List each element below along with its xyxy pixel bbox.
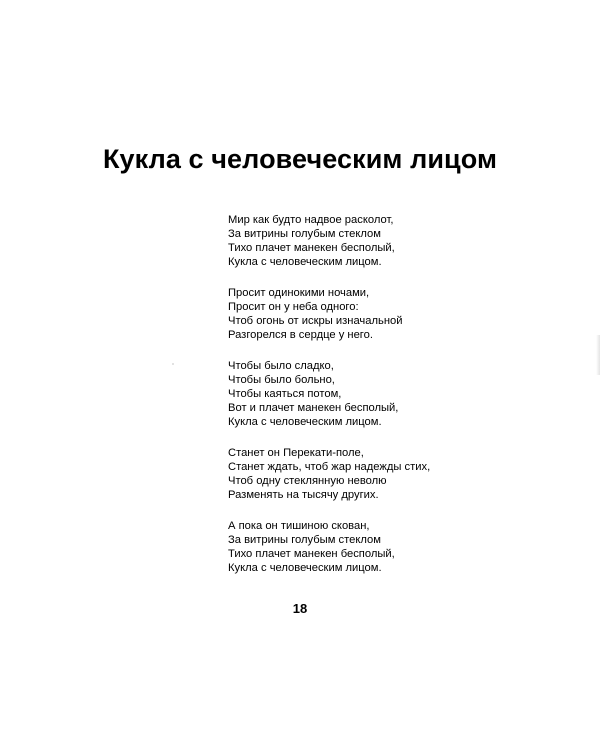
poem-line: За витрины голубым стеклом [228,228,381,240]
poem-line: Просит он у неба одного: [228,301,359,313]
poem-line: Кукла с человеческим лицом. [228,416,382,428]
poem-line: Станет он Перекати-поле, [228,447,364,459]
poem-line: Мир как будто надвое расколот, [228,214,394,226]
poem-line: Вот и плачет манекен бесполый, [228,402,399,414]
poem-line: Кукла с человеческим лицом. [228,256,382,268]
page-number: 18 [292,601,308,616]
page-edge-shadow [596,335,600,375]
poem-line: Чтобы было больно, [228,374,335,386]
stanza-2 [228,286,528,342]
poem-line: Тихо плачет манекен бесполый, [228,242,395,254]
stanza-1 [228,213,528,269]
poem-line: А пока он тишиною скован, [228,520,370,532]
poem-line: Тихо плачет манекен бесполый, [228,548,395,560]
poem-line: За витрины голубым стеклом [228,534,381,546]
poem-line: Чтобы каяться потом, [228,388,342,400]
poem-line: Чтобы было сладко, [228,360,334,372]
scan-speck [172,363,174,365]
poem-title: Кукла с человеческим лицом [102,144,498,174]
stanza-3 [228,359,528,429]
poem-line: Чтоб одну стеклянную неволю [228,475,387,487]
poem-line: Разменять на тысячу других. [228,489,379,501]
poem-line: Чтоб огонь от искры изначальной [228,315,403,327]
stanza-5 [228,519,528,575]
stanza-4 [228,446,528,502]
poem-line: Просит одинокими ночами, [228,287,370,299]
poem-line: Кукла с человеческим лицом. [228,562,382,574]
poem-line: Разгорелся в сердце у него. [228,329,373,341]
poem-line: Станет ждать, чтоб жар надежды стих, [228,461,431,473]
poem-body [228,213,528,592]
